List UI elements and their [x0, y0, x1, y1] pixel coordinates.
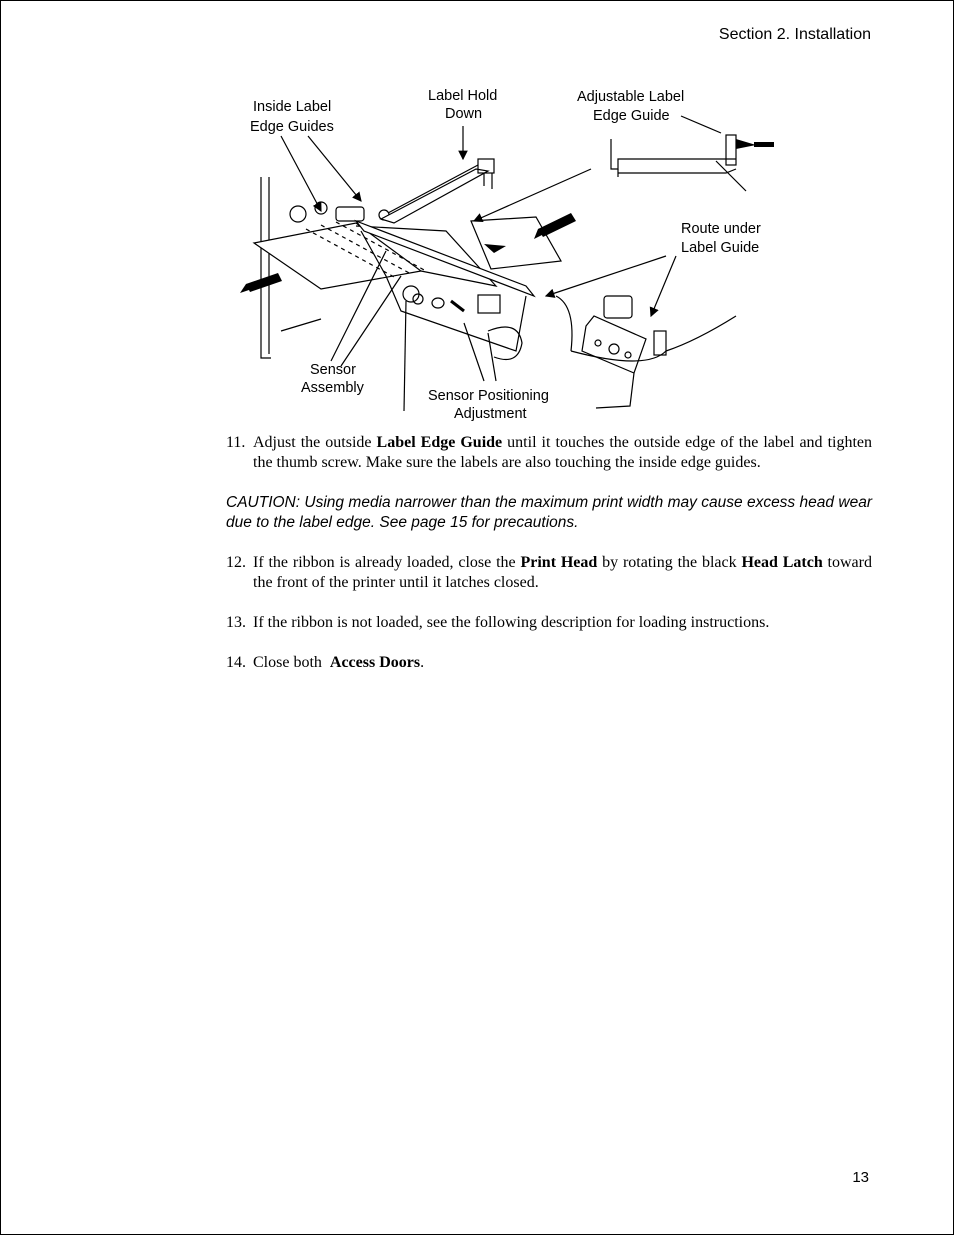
callout-route-under-label-guide-line1: Route under — [681, 221, 761, 237]
step-number: 11. — [226, 434, 246, 451]
adjustable-guide-rail — [618, 169, 736, 173]
term-label-edge-guide: Label Edge Guide — [376, 434, 503, 451]
sensor-cable — [404, 301, 406, 411]
caution-note: CAUTION: Using media narrower than the maximum print width may cause excess head wear due to the label edge. See page 15 for precautions. — [226, 494, 872, 531]
label-hold-down-arm — [381, 169, 488, 223]
term-print-head: Print Head — [520, 554, 598, 571]
step-number: 13. — [226, 614, 246, 631]
callout-inside-label-edge-guides-line2: Edge Guides — [250, 119, 334, 135]
leader-inside-guides-1 — [281, 136, 321, 211]
callout-adjustable-label-edge-guide-line1: Adjustable Label — [577, 89, 685, 105]
printer-mechanism-illustration — [226, 81, 796, 426]
route-guide-post — [654, 331, 666, 355]
sensor-roller-inner — [413, 294, 423, 304]
term-access-doors: Access Doors — [329, 654, 421, 671]
step-text: Close both Access Doors. — [253, 654, 425, 671]
frame-detail — [281, 319, 321, 331]
callout-sensor-positioning-adjustment-line1: Sensor Positioning — [428, 388, 549, 404]
callout-label-hold-down-line1: Label Hold — [428, 88, 498, 104]
inside-guide-knob-1 — [290, 206, 306, 222]
callout-inside-label-edge-guides-line1: Inside Label — [253, 99, 332, 115]
route-guide-clip — [604, 296, 632, 318]
label-loading-figure — [226, 81, 796, 426]
step-text: Adjust the outside Label Edge Guide until it touches the outside edge of the label and tighten the thumb screw. Make sure the labels are also touching the inside edge guides. — [253, 434, 873, 471]
callout-adjustable-label-edge-guide-line2: Edge Guide — [593, 108, 670, 124]
instruction-steps — [226, 433, 872, 673]
label-insert-arrow-shaft — [538, 213, 576, 237]
callout-sensor-assembly-line1: Sensor — [310, 362, 356, 378]
leader-sensor-assembly-2 — [341, 276, 401, 366]
label-path-curve — [556, 296, 572, 351]
leader-route-under-1 — [546, 256, 666, 296]
step-number: 12. — [226, 554, 246, 571]
sensor-block — [478, 295, 500, 313]
leader-adjustable-guide — [681, 116, 721, 133]
label-hold-down-rail — [388, 165, 478, 213]
step-text: If the ribbon is already loaded, close the Print Head by rotating the black Head Latch toward the front of the printer until it latches closed. — [253, 554, 872, 591]
sensor-positioning-knob — [432, 298, 444, 308]
callout-route-under-label-guide-line2: Label Guide — [681, 240, 760, 256]
adjustable-guide-knob — [726, 135, 736, 165]
adjust-push-arrow-head — [736, 139, 756, 149]
step-14 — [226, 653, 872, 673]
feed-out-arrow-shaft — [246, 273, 282, 292]
inside-guide-block — [336, 207, 364, 221]
callout-label-hold-down-line2: Down — [445, 106, 483, 122]
page-number: 13 — [852, 1169, 869, 1186]
callout-sensor-assembly-line2: Assembly — [301, 380, 364, 396]
section-header: Section 2. Installation — [718, 26, 871, 43]
step-11 — [226, 433, 872, 473]
step-13 — [226, 613, 872, 633]
adjust-push-arrow-shaft — [754, 142, 774, 147]
bracket-lead-line — [596, 373, 634, 408]
sensor-positioning-screw — [451, 301, 464, 311]
label-hold-down-legs — [484, 173, 492, 189]
step-text: If the ribbon is not loaded, see the following description for loading instructions. — [253, 614, 770, 631]
leader-sensor-positioning-1 — [464, 323, 484, 381]
leader-route-under-2 — [651, 256, 676, 316]
callout-sensor-positioning-adjustment-line2: Adjustment — [454, 406, 527, 422]
step-12 — [226, 553, 872, 593]
step-number: 14. — [226, 654, 246, 671]
adjustable-guide-bar — [611, 139, 736, 169]
leader-inside-guides-2 — [308, 136, 361, 201]
term-head-latch: Head Latch — [741, 554, 823, 571]
